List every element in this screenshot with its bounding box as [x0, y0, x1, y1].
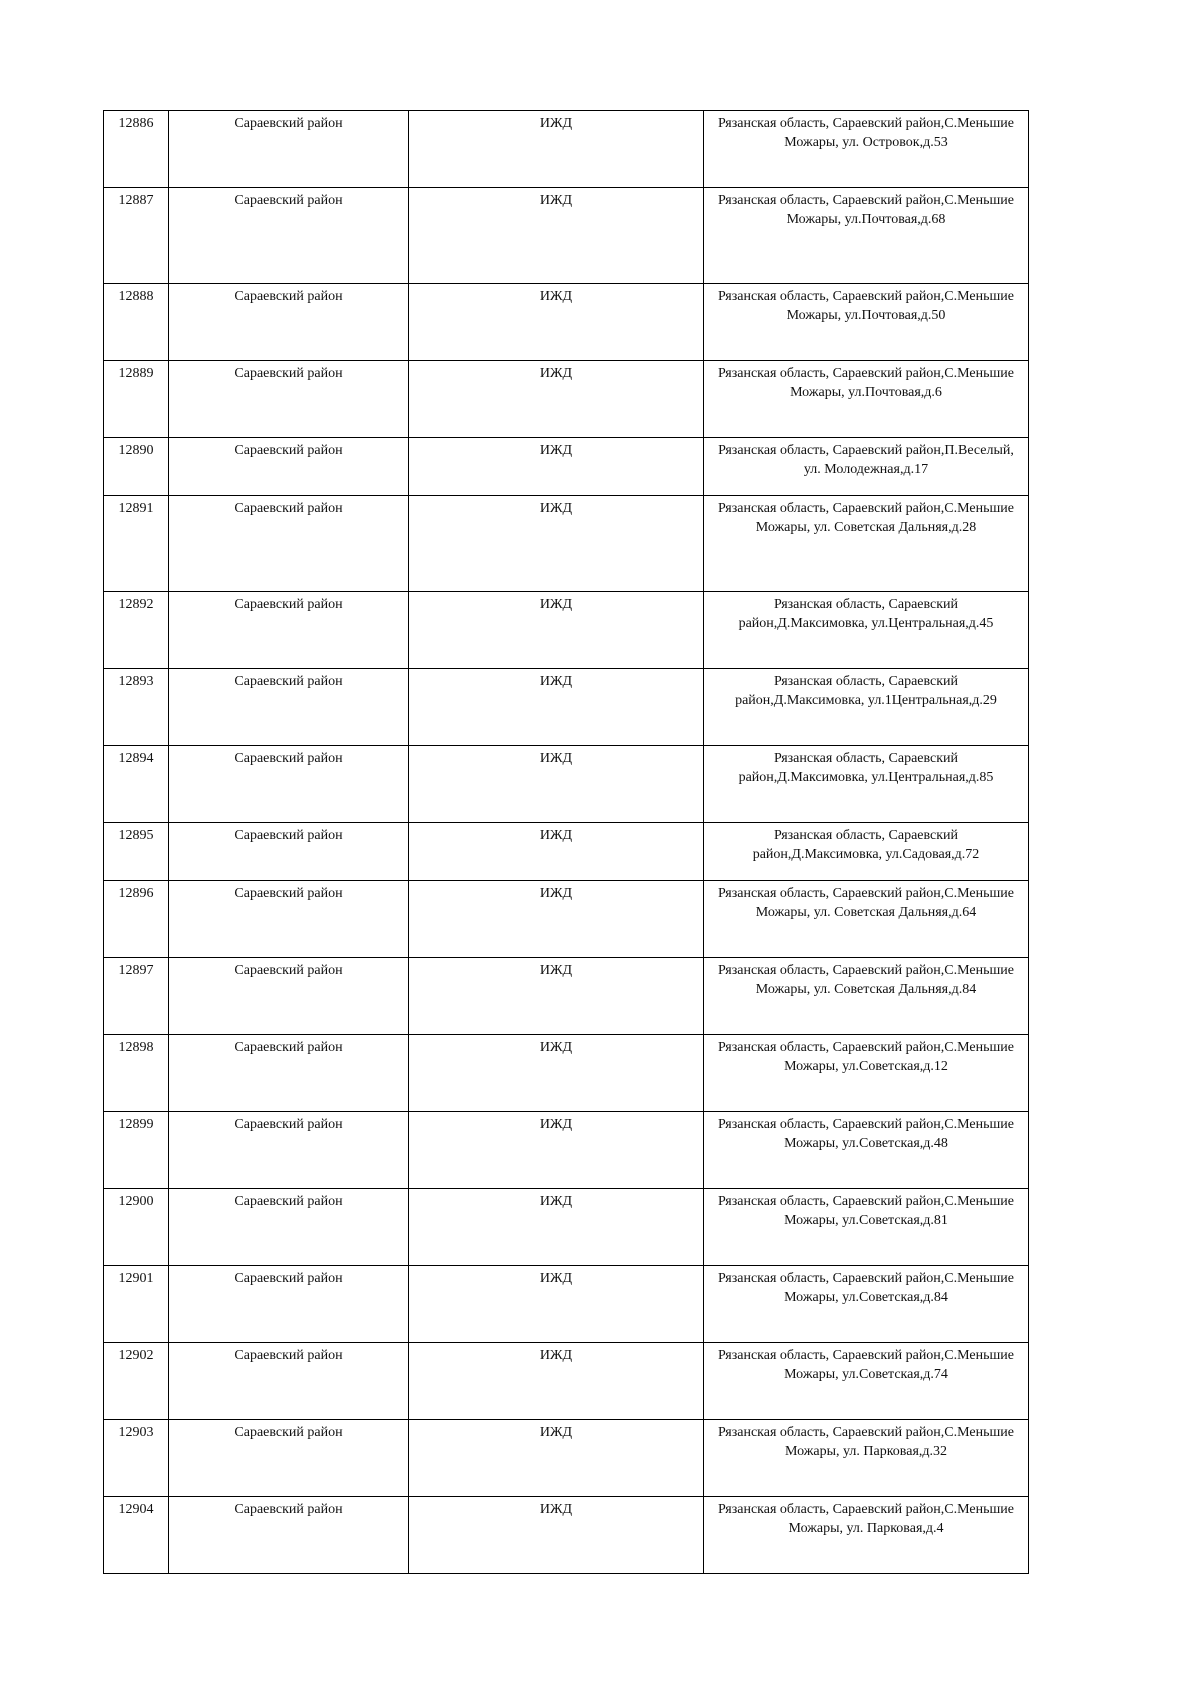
building-type-cell: ИЖД — [409, 361, 704, 438]
table-row — [104, 496, 1029, 592]
row-id-cell: 12890 — [104, 438, 169, 496]
building-type-cell: ИЖД — [409, 1420, 704, 1497]
table-row — [104, 111, 1029, 188]
row-id-cell: 12895 — [104, 823, 169, 881]
district-cell: Сараевский район — [169, 438, 409, 496]
table-row — [104, 1266, 1029, 1343]
district-cell: Сараевский район — [169, 188, 409, 284]
row-id-cell: 12894 — [104, 746, 169, 823]
district-cell: Сараевский район — [169, 881, 409, 958]
building-type-cell: ИЖД — [409, 438, 704, 496]
building-type-cell: ИЖД — [409, 111, 704, 188]
district-cell: Сараевский район — [169, 1497, 409, 1574]
table-row — [104, 1343, 1029, 1420]
address-cell: Рязанская область, Сараевский район,С.Меньшие Можары, ул. Советская Дальняя,д.64 — [704, 881, 1029, 958]
district-cell: Сараевский район — [169, 284, 409, 361]
table-row — [104, 746, 1029, 823]
building-type-cell: ИЖД — [409, 496, 704, 592]
address-cell: Рязанская область, Сараевский район,С.Меньшие Можары, ул.Почтовая,д.50 — [704, 284, 1029, 361]
table-row — [104, 1420, 1029, 1497]
row-id-cell: 12897 — [104, 958, 169, 1035]
district-cell: Сараевский район — [169, 496, 409, 592]
district-cell: Сараевский район — [169, 1420, 409, 1497]
table-row — [104, 284, 1029, 361]
table-row — [104, 1189, 1029, 1266]
building-type-cell: ИЖД — [409, 1112, 704, 1189]
building-type-cell: ИЖД — [409, 1343, 704, 1420]
district-cell: Сараевский район — [169, 592, 409, 669]
building-type-cell: ИЖД — [409, 746, 704, 823]
building-type-cell: ИЖД — [409, 1497, 704, 1574]
district-cell: Сараевский район — [169, 1112, 409, 1189]
district-cell: Сараевский район — [169, 669, 409, 746]
address-cell: Рязанская область, Сараевский район,С.Меньшие Можары, ул.Почтовая,д.68 — [704, 188, 1029, 284]
row-id-cell: 12886 — [104, 111, 169, 188]
district-cell: Сараевский район — [169, 1189, 409, 1266]
table-row — [104, 361, 1029, 438]
district-cell: Сараевский район — [169, 1266, 409, 1343]
registry-table — [103, 110, 1029, 1574]
district-cell: Сараевский район — [169, 823, 409, 881]
building-type-cell: ИЖД — [409, 823, 704, 881]
table-row — [104, 881, 1029, 958]
building-type-cell: ИЖД — [409, 958, 704, 1035]
address-cell: Рязанская область, Сараевский район,С.Меньшие Можары, ул.Советская,д.81 — [704, 1189, 1029, 1266]
row-id-cell: 12904 — [104, 1497, 169, 1574]
registry-table-body — [104, 111, 1029, 1574]
building-type-cell: ИЖД — [409, 669, 704, 746]
table-row — [104, 823, 1029, 881]
building-type-cell: ИЖД — [409, 592, 704, 669]
row-id-cell: 12887 — [104, 188, 169, 284]
building-type-cell: ИЖД — [409, 881, 704, 958]
table-row — [104, 958, 1029, 1035]
address-cell: Рязанская область, Сараевский район,С.Меньшие Можары, ул. Советская Дальняя,д.28 — [704, 496, 1029, 592]
district-cell: Сараевский район — [169, 361, 409, 438]
table-row — [104, 1112, 1029, 1189]
row-id-cell: 12892 — [104, 592, 169, 669]
address-cell: Рязанская область, Сараевский район,Д.Максимовка, ул.1Центральная,д.29 — [704, 669, 1029, 746]
address-cell: Рязанская область, Сараевский район,Д.Максимовка, ул.Садовая,д.72 — [704, 823, 1029, 881]
table-row — [104, 438, 1029, 496]
address-cell: Рязанская область, Сараевский район,С.Меньшие Можары, ул. Советская Дальняя,д.84 — [704, 958, 1029, 1035]
district-cell: Сараевский район — [169, 1035, 409, 1112]
table-row — [104, 188, 1029, 284]
address-cell: Рязанская область, Сараевский район,Д.Максимовка, ул.Центральная,д.85 — [704, 746, 1029, 823]
address-cell: Рязанская область, Сараевский район,С.Меньшие Можары, ул.Советская,д.74 — [704, 1343, 1029, 1420]
address-cell: Рязанская область, Сараевский район,С.Меньшие Можары, ул.Почтовая,д.6 — [704, 361, 1029, 438]
row-id-cell: 12903 — [104, 1420, 169, 1497]
row-id-cell: 12901 — [104, 1266, 169, 1343]
row-id-cell: 12889 — [104, 361, 169, 438]
address-cell: Рязанская область, Сараевский район,П.Веселый, ул. Молодежная,д.17 — [704, 438, 1029, 496]
address-cell: Рязанская область, Сараевский район,С.Меньшие Можары, ул.Советская,д.48 — [704, 1112, 1029, 1189]
row-id-cell: 12898 — [104, 1035, 169, 1112]
building-type-cell: ИЖД — [409, 284, 704, 361]
building-type-cell: ИЖД — [409, 1035, 704, 1112]
building-type-cell: ИЖД — [409, 1266, 704, 1343]
building-type-cell: ИЖД — [409, 188, 704, 284]
row-id-cell: 12896 — [104, 881, 169, 958]
row-id-cell: 12899 — [104, 1112, 169, 1189]
row-id-cell: 12900 — [104, 1189, 169, 1266]
address-cell: Рязанская область, Сараевский район,С.Меньшие Можары, ул. Островок,д.53 — [704, 111, 1029, 188]
table-row — [104, 669, 1029, 746]
row-id-cell: 12891 — [104, 496, 169, 592]
address-cell: Рязанская область, Сараевский район,С.Меньшие Можары, ул.Советская,д.12 — [704, 1035, 1029, 1112]
address-cell: Рязанская область, Сараевский район,С.Меньшие Можары, ул.Советская,д.84 — [704, 1266, 1029, 1343]
address-cell: Рязанская область, Сараевский район,Д.Максимовка, ул.Центральная,д.45 — [704, 592, 1029, 669]
table-row — [104, 1035, 1029, 1112]
district-cell: Сараевский район — [169, 111, 409, 188]
district-cell: Сараевский район — [169, 746, 409, 823]
row-id-cell: 12893 — [104, 669, 169, 746]
address-cell: Рязанская область, Сараевский район,С.Меньшие Можары, ул. Парковая,д.4 — [704, 1497, 1029, 1574]
table-row — [104, 592, 1029, 669]
district-cell: Сараевский район — [169, 958, 409, 1035]
table-row — [104, 1497, 1029, 1574]
row-id-cell: 12902 — [104, 1343, 169, 1420]
district-cell: Сараевский район — [169, 1343, 409, 1420]
row-id-cell: 12888 — [104, 284, 169, 361]
building-type-cell: ИЖД — [409, 1189, 704, 1266]
address-cell: Рязанская область, Сараевский район,С.Меньшие Можары, ул. Парковая,д.32 — [704, 1420, 1029, 1497]
